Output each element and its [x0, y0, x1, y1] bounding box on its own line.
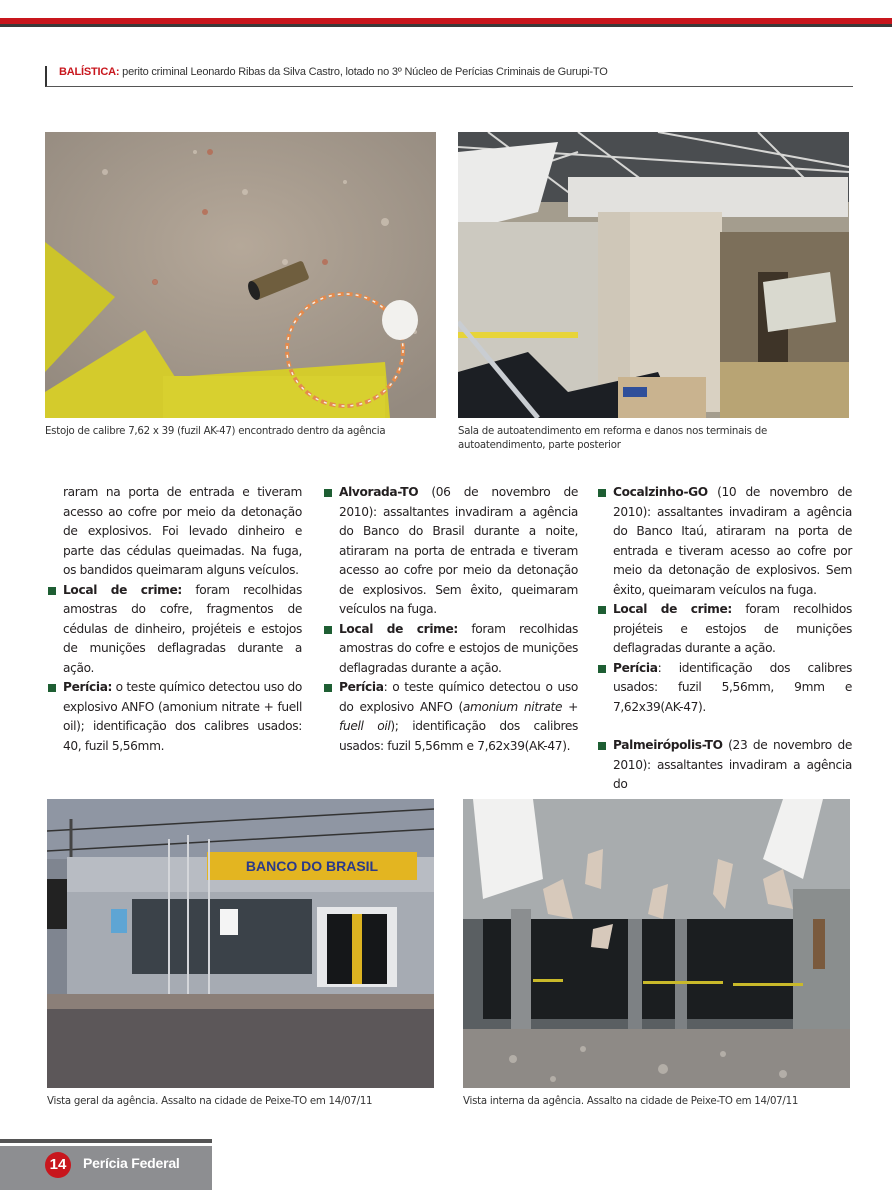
item-text: ); identificação dos calibres usados: fuzil 5,56mm e 7,62x39(AK-47). — [339, 719, 578, 753]
photo-caption: Vista geral da agência. Assalto na cidade de Peixe-TO em 14/07/11 — [47, 1096, 373, 1107]
item-label: Perícia — [613, 660, 658, 675]
credit-text: perito criminal Leonardo Ribas da Silva Castro, lotado no 3º Núcleo de Perícias Criminais de Gurupi-TO — [119, 66, 608, 78]
list-item — [323, 483, 578, 620]
list-item — [597, 600, 852, 659]
paragraph-continuation: raram na porta de entrada e tiveram acesso ao cofre por meio da detonação de explosivos. Foi levado dinheiro e parte das cédulas queimadas. Na fuga, os bandidos queimaram alguns veículos. — [63, 485, 302, 577]
item-text: o teste químico detectou uso do explosivo ANFO (amonium nitrate + fuell oil); identificação dos calibres usados: 40, fuzil 5,56mm. — [63, 680, 302, 753]
bullet-square-icon — [598, 742, 606, 750]
list-item — [323, 620, 578, 679]
item-text: (23 de novembro de 2010): assaltantes invadiram a agência do — [613, 738, 852, 791]
bullet-square-icon — [324, 489, 332, 497]
item-label: Alvorada-TO — [339, 485, 419, 499]
item-label: Cocalzinho-GO — [613, 485, 708, 499]
text-column-1 — [47, 483, 302, 756]
bullet-square-icon — [598, 489, 606, 497]
list-item — [597, 483, 852, 600]
item-label: Palmeirópolis-TO — [613, 738, 723, 752]
item-label: Perícia: — [63, 680, 113, 694]
bullet-square-icon — [324, 684, 332, 692]
bullet-square-icon — [48, 684, 56, 692]
item-text: (06 de novembro de 2010): assaltantes invadiram a agência do Banco do Brasil durante a noite, atiraram na porta de entrada e tiveram acesso ao cofre por meio da detonação de explosivos. Sem êxito, queimaram veículos na fuga. — [339, 485, 578, 616]
item-text: : identificação dos calibres usados: fuzil 5,56mm, 9mm e 7,62x39(AK-47). — [613, 660, 852, 714]
list-item — [47, 678, 302, 756]
photo-atm-room — [458, 132, 849, 418]
item-text: foram recolhidos projéteis e estojos de munições deflagradas durante a ação. — [613, 602, 852, 655]
photo-caption: Estojo de calibre 7,62 x 39 (fuzil AK-47) encontrado dentro da agência — [45, 426, 386, 437]
photo-caption: Sala de autoatendimento em reforma e danos nos terminais de autoatendimento, parte posterior — [458, 426, 767, 451]
text-column-3 — [597, 483, 852, 795]
photo-bank-interior — [463, 799, 850, 1088]
bullet-square-icon — [324, 626, 332, 634]
photo-credit — [45, 66, 853, 87]
text-column-2 — [323, 483, 578, 756]
bullet-square-icon — [48, 587, 56, 595]
photo-bank-facade — [47, 799, 434, 1088]
section-label: BALÍSTICA: — [59, 66, 120, 78]
item-label: Perícia — [339, 680, 384, 694]
bullet-square-icon — [598, 665, 606, 673]
spacer — [597, 717, 852, 736]
item-italic-text: amonium nitrate + fuell oil — [339, 699, 578, 733]
top-dark-rule — [0, 24, 892, 27]
item-text: foram recolhidas amostras do cofre, fragmentos de cédulas de dinheiro, projéteis e estojos de munições deflagradas durante a ação. — [63, 582, 302, 675]
list-item — [323, 678, 578, 756]
bank-sign: BANCO DO BRASIL — [245, 858, 379, 874]
page-number: 14 — [45, 1152, 71, 1178]
item-label: Local de crime: — [339, 621, 458, 636]
item-label: Local de crime: — [63, 582, 182, 597]
item-text: foram recolhidas amostras do cofre e estojos de munições deflagradas durante a ação. — [339, 621, 578, 675]
list-item — [597, 736, 852, 795]
magazine-name: Perícia Federal — [83, 1155, 180, 1171]
list-item — [47, 581, 302, 679]
item-text: : o teste químico detectou o uso do explosivo ANFO ( — [339, 680, 578, 714]
photo-caption: Vista interna da agência. Assalto na cidade de Peixe-TO em 14/07/11 — [463, 1096, 799, 1107]
item-label: Local de crime: — [613, 602, 732, 616]
bullet-square-icon — [598, 606, 606, 614]
photo-cartridge-case — [45, 132, 436, 418]
list-item — [597, 659, 852, 718]
footer-rule-gap — [0, 1143, 212, 1145]
item-text: (10 de novembro de 2010): assaltantes invadiram a agência do Banco Itaú, atiraram na porta de entrada e tiveram acesso ao cofre por meio da detonação de explosivos. Sem êxito, queimaram veículos na fuga. — [613, 485, 852, 597]
